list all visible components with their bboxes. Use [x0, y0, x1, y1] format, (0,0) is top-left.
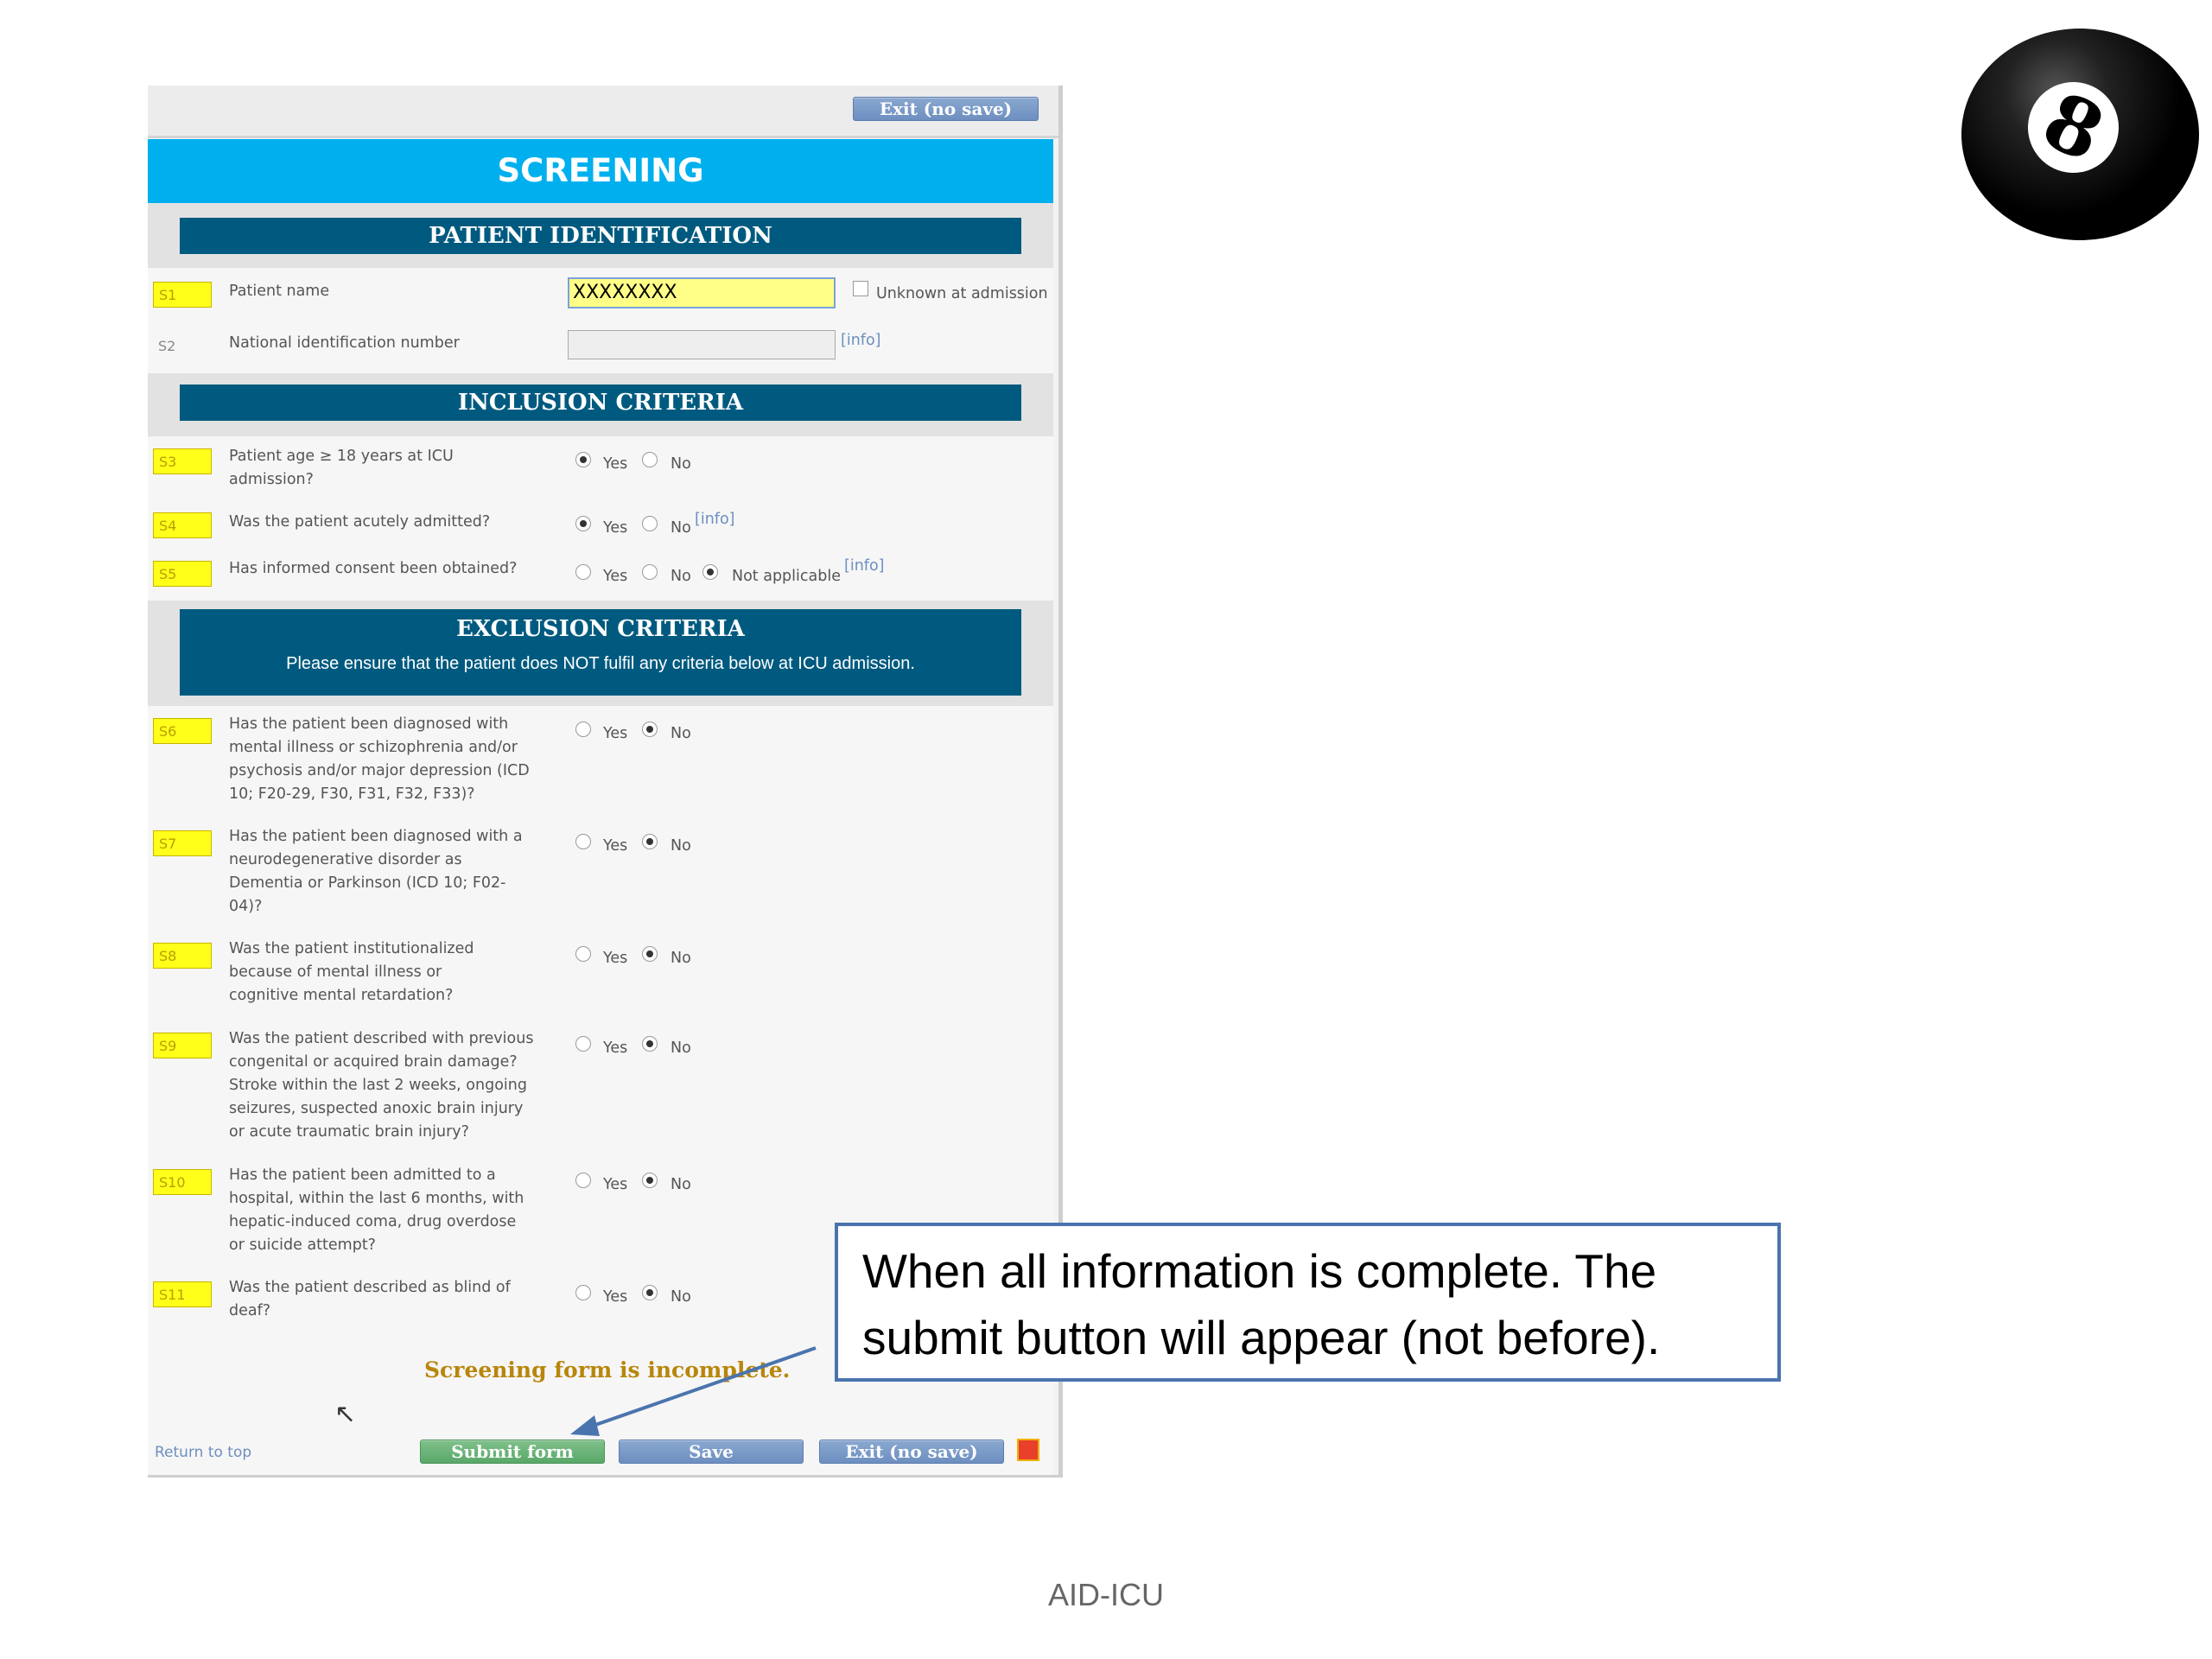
status-message: Screening form is incomplete. — [424, 1357, 791, 1382]
submit-form-button[interactable]: Submit form — [420, 1440, 605, 1464]
code-s6: S6 — [153, 718, 212, 744]
return-to-top-link[interactable]: Return to top — [155, 1444, 252, 1461]
s3-yes-label: Yes — [603, 455, 628, 473]
s6-yes-label: Yes — [603, 725, 628, 742]
patient-name-label: Patient name — [229, 283, 330, 300]
save-button[interactable]: Save — [619, 1440, 804, 1464]
s5-yes-label: Yes — [603, 568, 628, 585]
s8-yes-label: Yes — [603, 950, 628, 967]
bottom-exit-button[interactable]: Exit (no save) — [819, 1440, 1004, 1464]
s5-info-link[interactable]: [info] — [844, 557, 885, 575]
question-s11: Was the patient described as blind of deaf? — [229, 1279, 511, 1319]
s4-yes-label: Yes — [603, 519, 628, 537]
question-s8: Was the patient institutionalized because of mental illness or cognitive mental retardation? — [229, 940, 474, 1004]
unknown-at-admission-label: Unknown at admission — [876, 285, 1048, 302]
mouse-cursor-icon: ↖ — [334, 1399, 357, 1429]
slide-footer: AID-ICU — [1048, 1577, 1164, 1612]
s11-yes-label: Yes — [603, 1288, 628, 1306]
code-s11: S11 — [153, 1281, 212, 1307]
s6-no-label: No — [671, 725, 691, 742]
code-s2: S2 — [158, 338, 176, 354]
code-s7: S7 — [153, 830, 212, 856]
screening-title: SCREENING — [148, 139, 1053, 203]
s11-no-label: No — [671, 1288, 691, 1306]
national-id-label: National identification number — [229, 334, 460, 352]
s10-yes-label: Yes — [603, 1176, 628, 1193]
code-s1: S1 — [153, 282, 212, 308]
code-s10: S10 — [153, 1169, 212, 1195]
s10-no-label: No — [671, 1176, 691, 1193]
exclusion-note: Please ensure that the patient does NOT fulfil any criteria below at ICU admission. — [286, 654, 915, 673]
patient-id-heading: PATIENT IDENTIFICATION — [180, 218, 1021, 254]
question-s4: Was the patient acutely admitted? — [229, 513, 491, 531]
callout-arrow-head — [570, 1415, 600, 1436]
code-s3: S3 — [153, 448, 212, 474]
s9-no-label: No — [671, 1039, 691, 1057]
code-s9: S9 — [153, 1033, 212, 1058]
code-s4: S4 — [153, 512, 212, 538]
question-s9: Was the patient described with previous congenital or acquired brain damage? Stroke within the last 2 weeks, ongoing seizures, suspected anoxic brain injury or acute traumatic brain injury? — [229, 1030, 534, 1141]
national-id-info-link[interactable]: [info] — [841, 332, 881, 349]
question-s7: Has the patient been diagnosed with a neurodegenerative disorder as Dementia or Parkinson (ICD 10; F02-04)? — [229, 828, 523, 915]
callout-arrow-line — [581, 1348, 816, 1430]
exclusion-heading: EXCLUSION CRITERIA — [456, 616, 745, 642]
s4-info-link[interactable]: [info] — [695, 511, 735, 528]
callout-box — [835, 1223, 1781, 1382]
code-s8: S8 — [153, 943, 212, 969]
inclusion-heading: INCLUSION CRITERIA — [180, 385, 1021, 421]
question-s10: Has the patient been admitted to a hospital, within the last 6 months, with hepatic-induced coma, drug overdose or suicide attempt? — [229, 1166, 524, 1254]
patient-name-input[interactable]: XXXXXXXX — [568, 277, 836, 308]
s3-no-label: No — [671, 455, 691, 473]
question-s6: Has the patient been diagnosed with mental illness or schizophrenia and/or psychosis and/or major depression (ICD 10; F20-29, F30, F31, F32, F33)? — [229, 715, 530, 803]
s7-no-label: No — [671, 837, 691, 855]
s5-not-applicable-label: Not applicable — [732, 568, 841, 585]
eight-ball-number: 8 — [2029, 73, 2118, 181]
code-s5: S5 — [153, 561, 212, 587]
callout-line-1: When all information is complete. The — [862, 1244, 1657, 1298]
s5-no-label: No — [671, 568, 691, 585]
s7-yes-label: Yes — [603, 837, 628, 855]
question-s5: Has informed consent been obtained? — [229, 560, 518, 577]
question-s3: Patient age ≥ 18 years at ICU admission? — [229, 448, 454, 488]
s8-no-label: No — [671, 950, 691, 967]
s4-no-label: No — [671, 519, 691, 537]
top-exit-button[interactable]: Exit (no save) — [853, 97, 1039, 121]
s9-yes-label: Yes — [603, 1039, 628, 1057]
callout-line-2: submit button will appear (not before). — [862, 1311, 1661, 1364]
